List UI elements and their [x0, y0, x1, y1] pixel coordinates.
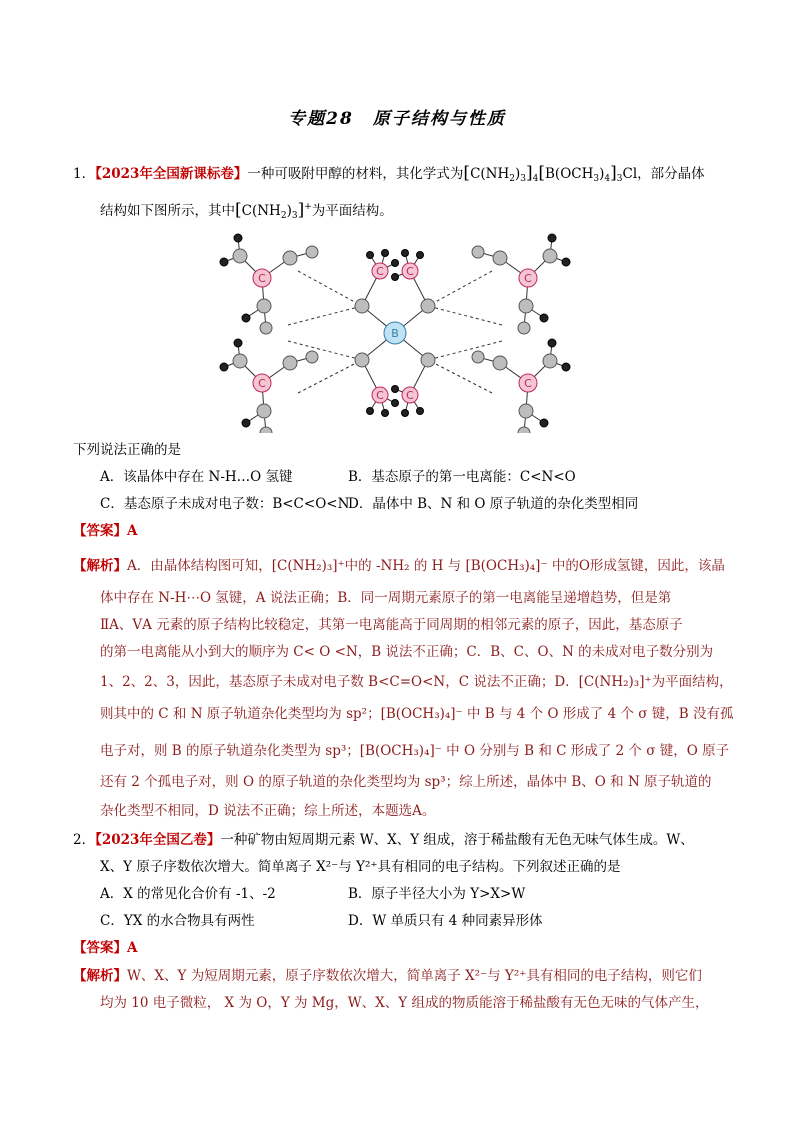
svg-text:C: C — [258, 377, 266, 390]
q1-analysis-line-3: ⅡA、ⅤA 元素的原子结构比较稳定，其第一电离能高于同周期的相邻元素的原子，因此，基态原子 — [100, 617, 683, 633]
q1-answer: 【答案】A — [73, 523, 138, 539]
hydrogen-bond — [288, 306, 362, 325]
guanidinium-top-right-h — [548, 234, 556, 242]
guanidinium-bottom-left-n — [233, 354, 247, 368]
guanidinium-bottom-left-h — [306, 351, 318, 363]
methyl-h — [367, 408, 374, 415]
guanidinium-top-left-h — [260, 322, 272, 334]
methyl-h — [392, 274, 399, 281]
q1-analysis-line-6: 则其中的 C 和 N 原子轨道杂化类型均为 sp²；[B(OCH₃)₄]⁻ 中 B 与 4 个 O 形成了 4 个 σ 键，B 没有孤 — [100, 706, 734, 722]
svg-text:C: C — [406, 265, 414, 278]
svg-text:C: C — [258, 272, 266, 285]
q1-analysis-line-1: 【解析】A．由晶体结构图可知，[C(NH₂)₃]⁺中的 -NH₂ 的 H 与 [B(OCH₃)₄]⁻ 中的O形成氢键，因此，该晶 — [73, 558, 725, 574]
q1-prompt: 下列说法正确的是 — [73, 442, 181, 458]
q2-analysis-line-1: 【解析】W、X、Y 为短周期元素，原子序数依次增大，简单离子 X²⁻与 Y²⁺具有相同的电子结构，则它们 — [73, 968, 702, 984]
guanidinium-bottom-right-c — [519, 374, 537, 392]
hydrogen-bond — [298, 271, 362, 306]
hydrogen-bond — [428, 306, 502, 325]
svg-text:C: C — [524, 377, 532, 390]
methyl-c — [402, 263, 418, 279]
hydrogen-bond — [428, 271, 492, 306]
guanidinium-top-left-h — [306, 246, 318, 258]
methyl-h — [402, 250, 409, 257]
q2-option-a: A．X 的常见化合价有 -1、-2 — [100, 886, 276, 902]
guanidinium-top-left-h — [220, 258, 228, 266]
q1-option-c: C．基态原子未成对电子数：B<C<O<N — [100, 496, 350, 512]
guanidinium-bottom-right-n — [519, 404, 533, 418]
guanidinium-top-left-n — [233, 249, 247, 263]
q1-stem1-end: ，部分晶体 — [637, 166, 705, 182]
methyl-h — [402, 410, 409, 417]
guanidinium-bottom-left-n — [257, 404, 271, 418]
methyl-h — [382, 410, 389, 417]
guanidinium-bottom-left-h — [234, 339, 242, 347]
guanidinium-top-right-h — [562, 258, 570, 266]
svg-text:C: C — [376, 265, 384, 278]
methyl-h — [392, 400, 399, 407]
methyl-c — [372, 263, 388, 279]
methyl-c — [402, 387, 418, 403]
oxygen-atom — [355, 299, 369, 313]
guanidinium-bottom-left-h — [260, 427, 272, 433]
q1-stem-line1 — [73, 163, 705, 189]
q1-stem-line2: 结构如下图所示，其中$[C(NH_2)_3]^+$为平面结构。 — [100, 200, 393, 221]
q1-option-b: B．基态原子的第一电离能：C<N<O — [348, 469, 576, 485]
guanidinium-bottom-left-c — [253, 374, 271, 392]
q1-formula: $[C(NH_2)_3]_4[B(OCH_3)_4]_3Cl$ — [463, 163, 638, 184]
q1-analysis-line-4: 的第一电离能从小到大的顺序为 C< O <N，B 说法不正确；C．B、C、O、N 的未成对电子数分别为 — [100, 644, 714, 660]
oxygen-atom — [421, 299, 435, 313]
q1-option-a: A．该晶体中存在 N-H…O 氢键 — [100, 469, 293, 485]
q1-analysis-line-7: 电子对，则 B 的原子轨道杂化类型为 sp³；[B(OCH₃)₄]⁻ 中 O 分别与 B 和 C 形成了 2 个 σ 键，O 原子 — [100, 743, 730, 759]
guanidinium-bottom-right-n — [543, 354, 557, 368]
guanidinium-top-right-n — [493, 251, 507, 265]
svg-text:C: C — [524, 272, 532, 285]
q1-option-d: D．晶体中 B、N 和 O 原子轨道的杂化类型相同 — [348, 496, 639, 512]
oxygen-atom — [355, 353, 369, 367]
methyl-h — [382, 250, 389, 257]
guanidinium-bottom-right-n — [493, 356, 507, 370]
crystal-structure-diagram — [200, 233, 590, 433]
methyl-h — [367, 252, 374, 259]
guanidinium-top-left-n — [283, 251, 297, 265]
q2-analysis-line-2: 均为 10 电子微粒， X 为 O，Y 为 Mg，W、X、Y 组成的物质能溶于稀盐酸有无色无味的气体产生， — [100, 995, 709, 1011]
methyl-h — [392, 386, 399, 393]
q1-source: 【2023年全国新课标卷】 — [95, 166, 248, 182]
guanidinium-top-right-n — [543, 249, 557, 263]
guanidinium-bottom-right-h — [540, 419, 548, 427]
methyl-h — [392, 260, 399, 267]
guanidinium-top-right-c — [519, 269, 537, 287]
guanidinium-bottom-left-h — [242, 419, 250, 427]
methyl-h — [417, 252, 424, 259]
guanidinium-top-left-n — [257, 299, 271, 313]
hydrogen-bond — [298, 360, 362, 393]
guanidinium-bottom-right-h — [548, 339, 556, 347]
q1-stem1: 一种可吸附甲醇的材料，其化学式为 — [247, 166, 464, 182]
q2-answer: 【答案】A — [73, 940, 138, 956]
oxygen-atom — [421, 353, 435, 367]
guanidinium-bottom-right-h — [518, 427, 530, 433]
hydrogen-bond — [288, 341, 362, 360]
guanidinium-top-left-h — [234, 234, 242, 242]
guanidinium-bottom-left-h — [220, 363, 228, 371]
svg-text:C: C — [406, 389, 414, 402]
q2-stem-line2: X、Y 原子序数依次增大。简单离子 X²⁻与 Y²⁺具有相同的电子结构。下列叙述正确的是 — [100, 859, 621, 875]
svg-text:B: B — [391, 327, 399, 340]
svg-text:C: C — [376, 389, 384, 402]
methyl-c — [372, 387, 388, 403]
boron-atom — [384, 322, 406, 344]
guanidinium-bottom-right-h — [472, 351, 484, 363]
methyl-h — [417, 408, 424, 415]
hydrogen-bond — [428, 360, 492, 393]
guanidinium-bottom-left-n — [283, 356, 297, 370]
q1-analysis-line-5: 1、2、2、3，因此，基态原子未成对电子数 B<C=O<N，C 说法不正确；D．[C(NH₂)₃]⁺为平面结构， — [100, 674, 733, 690]
guanidinium-top-left-h — [242, 314, 250, 322]
guanidinium-top-right-n — [519, 299, 533, 313]
q1-analysis-line-2: 体中存在 N-H⋯O 氢键，A 说法正确；B．同一周期元素原子的第一电离能呈递增趋势，但是第 — [100, 590, 672, 606]
guanidinium-top-right-h — [472, 246, 484, 258]
guanidinium-top-right-h — [540, 314, 548, 322]
q1-analysis-line-8: 还有 2 个孤电子对，则 O 的原子轨道的杂化类型均为 sp³；综上所述，晶体中 B、O 和 N 原子轨道的 — [100, 774, 712, 790]
q2-option-c: C．YX 的水合物具有两性 — [100, 913, 255, 929]
page-title: 专题28 原子结构与性质 — [288, 109, 506, 129]
q1-number: 1． — [73, 166, 96, 182]
q2-option-d: D．W 单质只有 4 种同素异形体 — [348, 913, 543, 929]
q2-option-b: B．原子半径大小为 Y>X>W — [348, 886, 526, 902]
q2-stem-line1: 2．【2023年全国乙卷】一种矿物由短周期元素 W、X、Y 组成，溶于稀盐酸有无色无味气体生成。W、 — [73, 832, 694, 848]
guanidinium-bottom-right-h — [562, 363, 570, 371]
guanidinium-top-left-c — [253, 269, 271, 287]
q1-analysis-line-9: 杂化类型不相同，D 说法不正确；综上所述，本题选A。 — [100, 803, 436, 819]
hydrogen-bond — [428, 341, 502, 360]
guanidinium-top-right-h — [518, 322, 530, 334]
